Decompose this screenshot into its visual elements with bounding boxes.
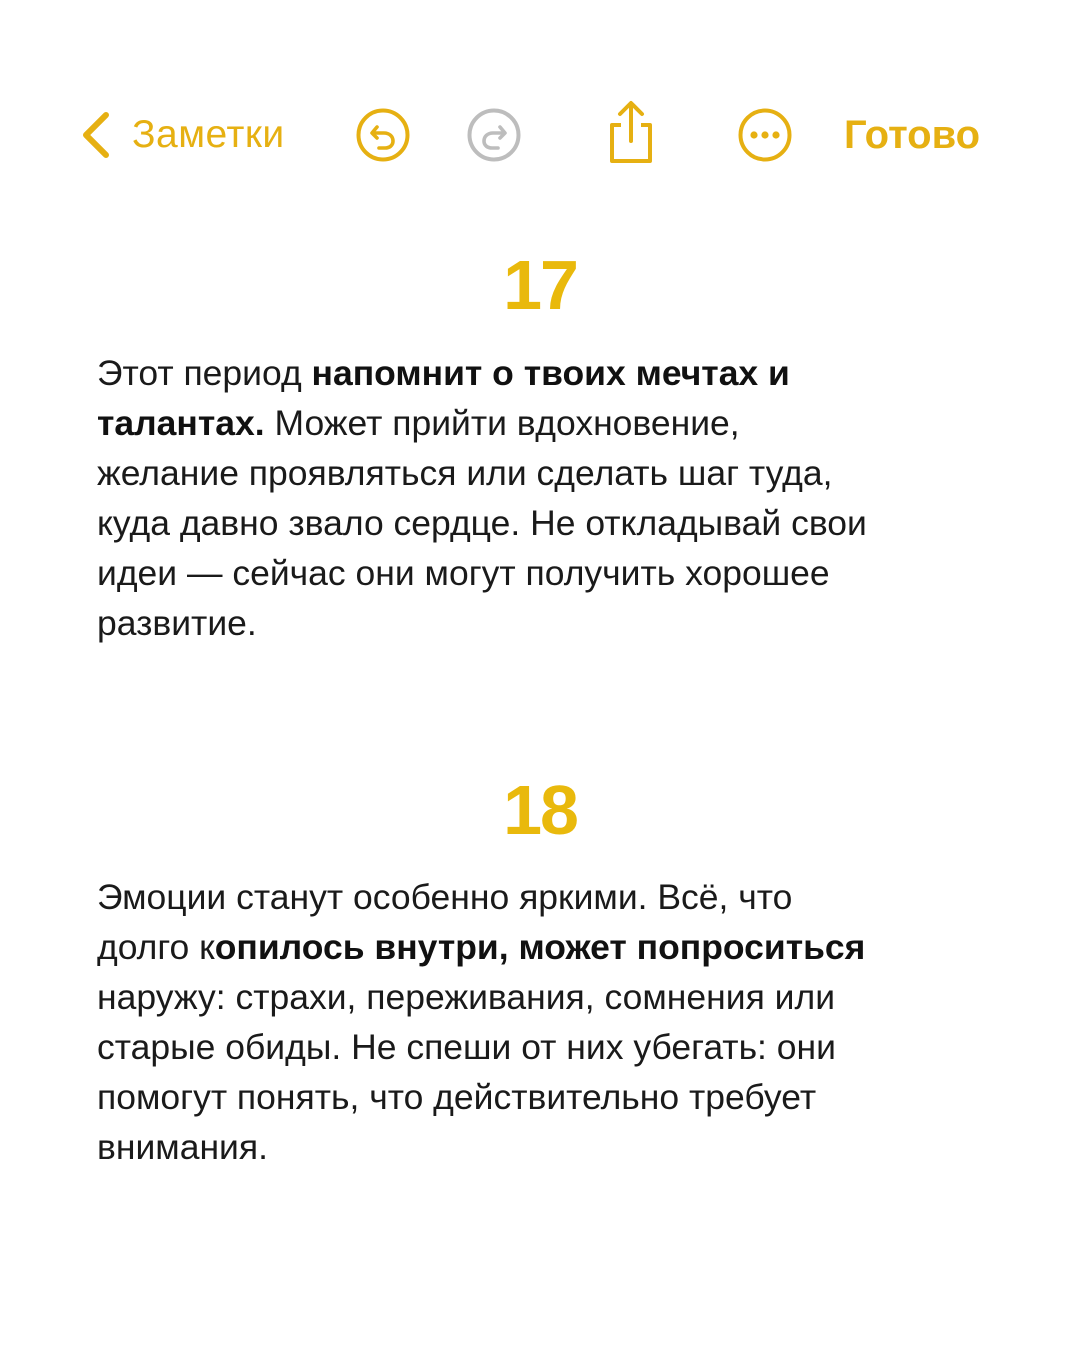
- bold-text: напомнит о твоих мечтах и: [311, 353, 790, 393]
- text-line: [97, 548, 997, 598]
- chevron-left-icon: [78, 109, 112, 161]
- text-line: [97, 1072, 997, 1122]
- text-segment: куда давно звало сердце. Не откладывай свои: [97, 503, 867, 543]
- back-label: Заметки: [132, 113, 285, 156]
- text-segment: внимания.: [97, 1127, 268, 1167]
- text-segment: Может прийти вдохновение,: [264, 403, 740, 443]
- more-button[interactable]: [737, 107, 793, 163]
- section-number: 18: [503, 771, 577, 849]
- text-segment: долго к: [97, 927, 215, 967]
- section-number: 17: [503, 246, 577, 324]
- undo-button[interactable]: [355, 107, 411, 163]
- bold-text: талантах.: [97, 403, 265, 443]
- text-line: [97, 448, 997, 498]
- notes-toolbar: [0, 95, 1080, 175]
- back-button[interactable]: [78, 107, 285, 163]
- text-segment: Эмоции станут особенно яркими. Всё, что: [97, 877, 793, 917]
- text-segment: наружу: страхи, переживания, сомнения или: [97, 977, 836, 1017]
- text-segment: старые обиды. Не спеши от них убегать: они: [97, 1027, 836, 1067]
- redo-icon: [466, 107, 522, 163]
- more-icon: [737, 107, 793, 163]
- text-line: [97, 598, 997, 648]
- text-line: [97, 922, 997, 972]
- text-line: [97, 498, 997, 548]
- text-line: [97, 398, 997, 448]
- text-line: [97, 1122, 997, 1172]
- section-text: [97, 348, 997, 648]
- text-segment: развитие.: [97, 603, 257, 643]
- text-line: [97, 972, 997, 1022]
- done-button[interactable]: Готово: [844, 112, 981, 157]
- section-text: [97, 872, 997, 1172]
- text-line: [97, 1022, 997, 1072]
- text-segment: идеи — сейчас они могут получить хорошее: [97, 553, 830, 593]
- text-line: [97, 872, 997, 922]
- undo-icon: [355, 107, 411, 163]
- share-icon: [604, 99, 658, 165]
- text-segment: Этот период: [97, 353, 312, 393]
- share-button[interactable]: [604, 99, 658, 165]
- text-segment: желание проявляться или сделать шаг туда,: [97, 453, 833, 493]
- text-segment: помогут понять, что действительно требует: [97, 1077, 817, 1117]
- bold-text: опилось внутри, может попроситься: [214, 927, 866, 967]
- redo-button[interactable]: [466, 107, 522, 163]
- text-line: [97, 348, 997, 398]
